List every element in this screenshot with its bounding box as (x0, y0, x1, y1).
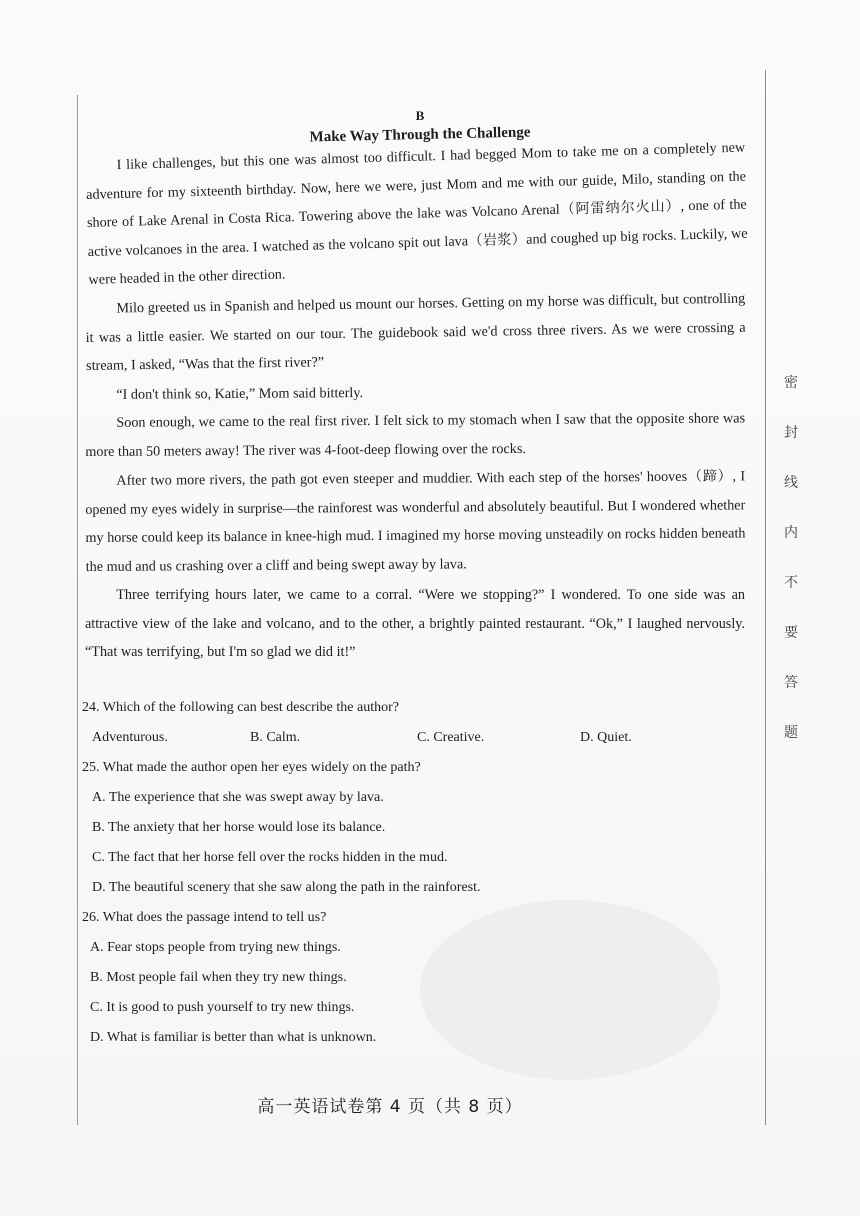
passage-paragraph: After two more rivers, the path got even steeper and muddier. With each step of the horses' hooves（蹄）, I opened my eyes widely in surprise—the rainforest was wonderful and absolutely beautiful. But I wondered whether my horse could keep its balance in knee-high mud. I imagined my horse moving unsteadily on rocks hidden beneath the mud and us crashing over a cliff and being swept away by lava. (85, 467, 746, 575)
reading-passage (85, 139, 748, 667)
question-25 (82, 753, 722, 903)
option-d: D. The beautiful scenery that she saw along the path in the rainforest. (92, 880, 481, 895)
passage-title: Make Way Through the Challenge (309, 124, 531, 146)
left-margin-rule (77, 95, 78, 1125)
question-list (82, 693, 722, 1053)
passage-paragraph: Milo greeted us in Spanish and helped us mount our horses. Getting on my horse was difficult, but controlling it was a little easier. We started on our tour. The guidebook said we'd cross three rivers. As we were crossing a stream, I asked, “Was that the first river?” (85, 290, 746, 375)
passage-paragraph: Three terrifying hours later, we came to a corral. “Were we stopping?” I wondered. To one side was an attractive view of the lake and volcano, and to the other, a brightly painted restaurant. “Ok,” I laughed nervously. “That was terrifying, but I'm so glad we did it!” (85, 586, 745, 661)
passage-paragraph: “I don't think so, Katie,” Mom said bitterly. (116, 384, 364, 403)
seal-char: 要 (784, 625, 798, 641)
passage-paragraph: I like challenges, but this one was almost too difficult. I had begged Mom to take me on a completely new adventure for my sixteenth birthday. Now, here we were, just Mom and me with our guide, Milo, standing on the shore of Lake Arenal in Costa Rica. Towering above the lake was Volcano Arenal（阿雷纳尔火山）, one of the active volcanoes in the area. I watched as the volcano spit out lava（岩浆）and coughed up big rocks. Luckily, we were headed in the other direction. (85, 139, 748, 289)
binding-rule (765, 70, 766, 1125)
option-b: B. Most people fail when they try new things. (90, 970, 347, 985)
option-d: D. What is familiar is better than what is unknown. (90, 1030, 377, 1045)
seal-line-notice (776, 372, 806, 772)
option-d: D. Quiet. (580, 730, 632, 745)
option-b: B. The anxiety that her horse would lose its balance. (92, 820, 386, 835)
seal-char: 不 (784, 575, 798, 591)
option-b: B. Calm. (250, 730, 301, 745)
page-footer: 高一英语试卷第 4 页（共 8 页） (257, 1097, 523, 1117)
question-stem: 25. What made the author open her eyes widely on the path? (82, 760, 421, 775)
option-c: C. The fact that her horse fell over the rocks hidden in the mud. (92, 850, 448, 865)
section-letter: B (415, 108, 425, 123)
question-26 (82, 903, 722, 1053)
option-a: A. The experience that she was swept away by lava. (92, 790, 384, 805)
seal-char: 答 (784, 675, 798, 691)
option-a: Adventurous. (92, 730, 168, 745)
seal-char: 密 (784, 375, 798, 391)
option-row (82, 723, 722, 753)
question-stem: 24. Which of the following can best describe the author? (82, 700, 399, 715)
passage-paragraph: Soon enough, we came to the real first river. I felt sick to my stomach when I saw that the opposite shore was more than 50 meters away! The river was 4-foot-deep flowing over the rocks. (85, 410, 746, 460)
seal-char: 封 (784, 425, 798, 441)
seal-char: 内 (784, 525, 798, 541)
seal-char: 线 (784, 475, 798, 491)
option-c: C. It is good to push yourself to try new things. (90, 1000, 355, 1015)
option-c: C. Creative. (417, 730, 485, 745)
option-a: A. Fear stops people from trying new things. (90, 940, 341, 955)
question-24 (82, 693, 722, 753)
question-stem: 26. What does the passage intend to tell us? (82, 910, 327, 925)
seal-char: 题 (784, 725, 798, 741)
